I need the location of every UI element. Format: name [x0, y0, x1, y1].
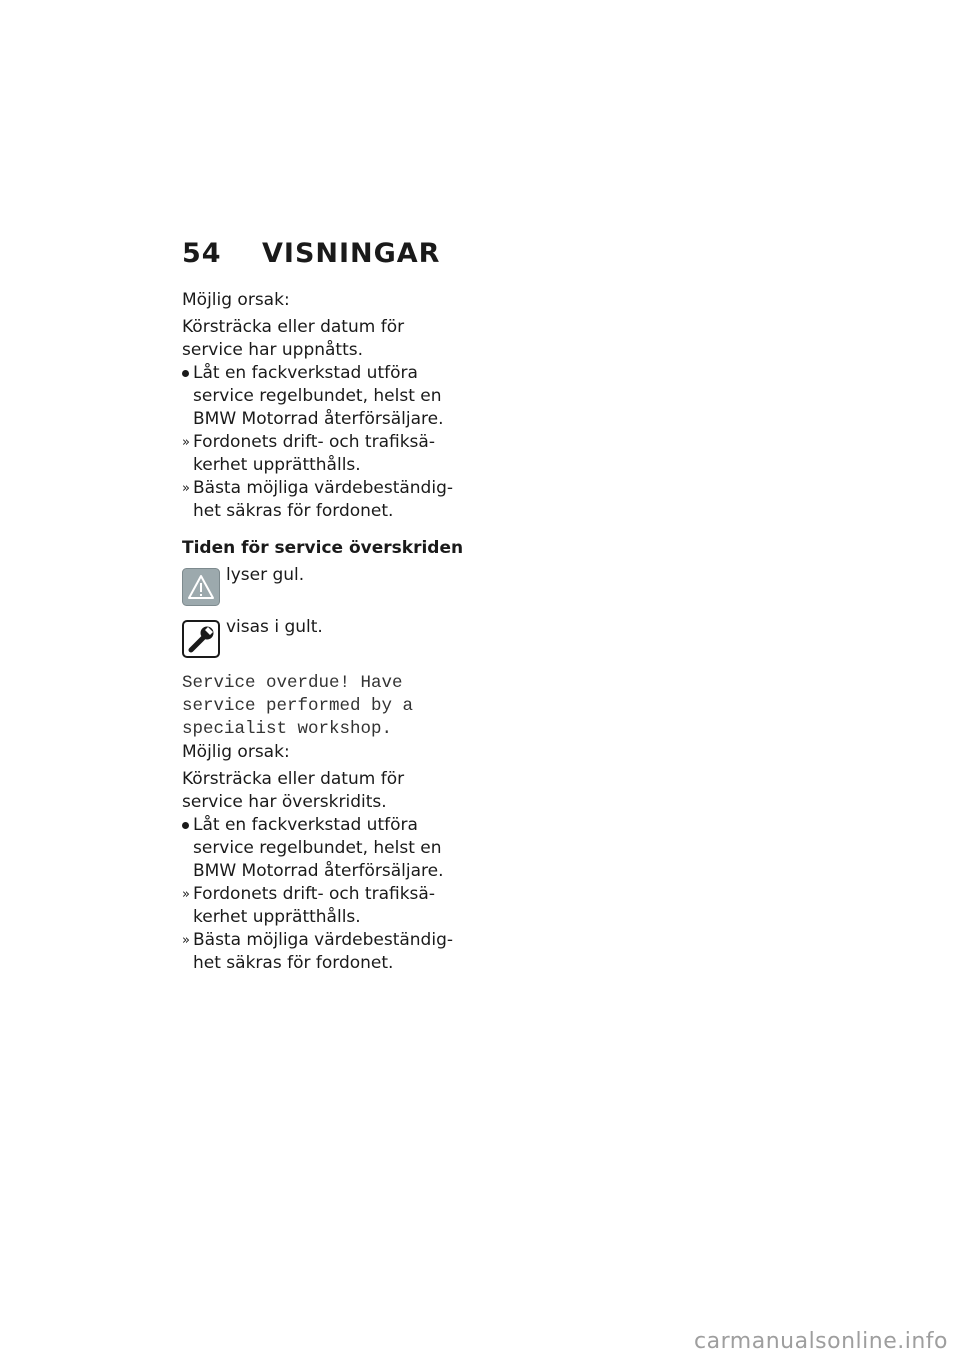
result-item — [182, 431, 472, 477]
result-line: kerhet upprätthålls. — [193, 907, 361, 927]
warning-light-text: lyser gul. — [226, 565, 305, 585]
result-item — [182, 477, 472, 523]
page-content — [182, 289, 472, 975]
action-line: service regelbundet, helst en — [193, 838, 442, 858]
result-line: het säkras för fordonet. — [193, 501, 394, 521]
action-line: BMW Motorrad återförsäljare. — [193, 409, 444, 429]
action-line: BMW Motorrad återförsäljare. — [193, 861, 444, 881]
result-item — [182, 929, 472, 975]
display-message — [182, 672, 472, 741]
action-item — [182, 362, 472, 431]
action-line: Låt en fackverkstad utföra — [193, 815, 418, 835]
result-line: kerhet upprätthålls. — [193, 455, 361, 475]
result-item — [182, 883, 472, 929]
wrench-icon — [182, 620, 220, 658]
result-line: het säkras för fordonet. — [193, 953, 394, 973]
result-line: Fordonets drift- och trafiksä- — [193, 884, 435, 904]
action-line: Låt en fackverkstad utföra — [193, 363, 418, 383]
cause-line: Körsträcka eller datum för — [182, 317, 405, 337]
action-item — [182, 814, 472, 883]
cause-line: service har överskridits. — [182, 792, 387, 812]
cause-line: Körsträcka eller datum för — [182, 769, 405, 789]
result-arrow-icon: » — [182, 435, 190, 450]
cause-label: Möjlig orsak: — [182, 742, 290, 762]
bullet-icon — [182, 822, 189, 829]
warning-triangle-icon — [182, 568, 220, 606]
result-line: Fordonets drift- och trafiksä- — [193, 432, 435, 452]
result-line: Bästa möjliga värdebeständig- — [193, 930, 453, 950]
display-line: service performed by a — [182, 696, 414, 716]
page-number: 54 — [182, 238, 222, 269]
cause-line: service har uppnåtts. — [182, 340, 364, 360]
display-line: Service overdue! Have — [182, 673, 403, 693]
watermark: carmanualsonline.info — [694, 1329, 948, 1354]
result-arrow-icon: » — [182, 887, 190, 902]
section-heading: Tiden för service överskriden — [182, 538, 464, 558]
bullet-icon — [182, 370, 189, 377]
result-line: Bästa möjliga värdebeständig- — [193, 478, 453, 498]
page-title: VISNINGAR — [262, 238, 441, 269]
display-line: specialist workshop. — [182, 719, 393, 739]
action-line: service regelbundet, helst en — [193, 386, 442, 406]
page-header — [182, 238, 440, 269]
result-arrow-icon: » — [182, 933, 190, 948]
warning-light-row — [182, 564, 472, 610]
result-arrow-icon: » — [182, 481, 190, 496]
wrench-symbol-text: visas i gult. — [226, 617, 323, 637]
cause-label: Möjlig orsak: — [182, 290, 290, 310]
wrench-symbol-row — [182, 616, 472, 662]
